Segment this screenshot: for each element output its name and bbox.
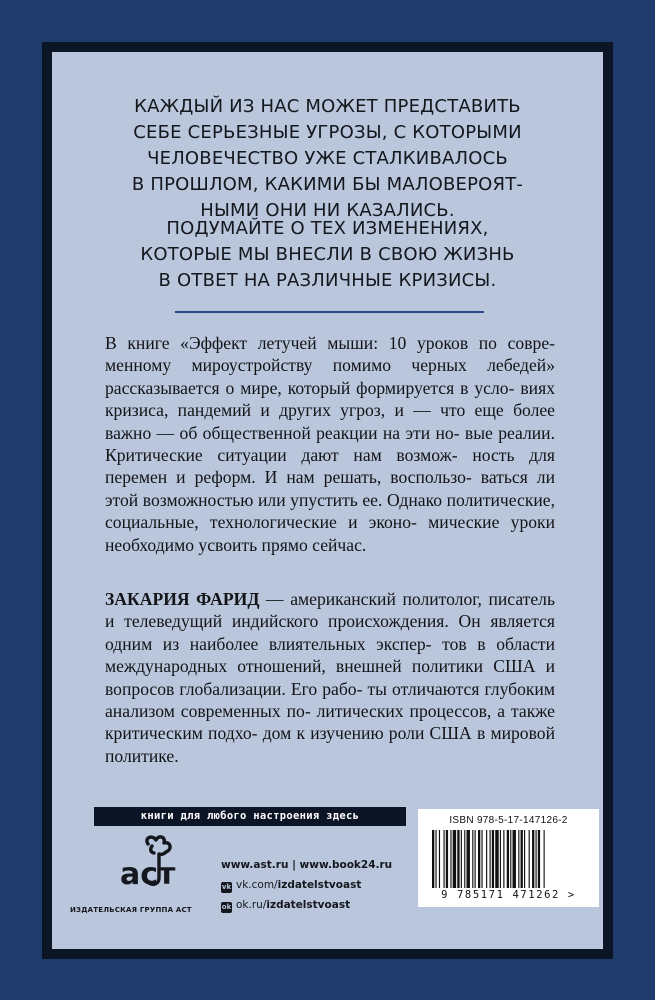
isbn-label: ISBN 978-5-17-147126-2: [449, 815, 568, 826]
barcode-icon: [428, 830, 589, 888]
book-description: В книге «Эффект летучей мыши: 10 уроков по совре- менному мироустройству помимо черных лебедей» рассказывается о мире, который формируется в усло- виях кризиса, пандемий и других угроз, и — что еще более важно — об общественной реакции на эти но- вые реалии. Критические ситуации дают нам возмож- ность для перемен и реформ. И нам решать, воспользо- ваться ли этой возможностью или упустить ее. Однако политические, социальные, технологические и эконо- мические уроки необходимо усвоить прямо сейчас.: [105, 333, 556, 555]
blurb-paragraph-2: ПОДУМАЙТЕ О ТЕХ ИЗМЕНЕНИЯХ, КОТОРЫЕ МЫ ВНЕСЛИ В СВОЮ ЖИЗНЬ В ОТВЕТ НА РАЗЛИЧНЫЕ КРИЗИСЫ.: [140, 218, 515, 291]
vk-link[interactable]: vk vk.com/izdatelstvoast: [221, 879, 362, 891]
blurb-paragraph-1: КАЖДЫЙ ИЗ НАС МОЖЕТ ПРЕДСТАВИТЬ СЕБЕ СЕРЬЕЗНЫЕ УГРОЗЫ, С КОТОРЫМИ ЧЕЛОВЕЧЕСТВО УЖЕ СТАЛКИВАЛОСЬ В ПРОШЛОМ, КАКИМИ БЫ МАЛОВЕРОЯТ- НЫМИ ОНИ НИ КАЗАЛИСЬ.: [131, 96, 524, 221]
ast-logo-icon: [92, 832, 188, 902]
isbn-digits: 9 785171 471262 >: [441, 889, 576, 901]
publisher-websites[interactable]: www.ast.ru | www.book24.ru: [221, 859, 393, 871]
publisher-group-label: ИЗДАТЕЛЬСКАЯ ГРУППА АСТ: [70, 906, 192, 914]
slogan-banner: книги для любого настроения здесь: [94, 807, 406, 826]
author-name: ЗАКАРИЯ ФАРИД: [105, 589, 260, 609]
ast-logo-letters: acт: [120, 857, 176, 892]
vk-icon: vk: [221, 883, 232, 891]
author-bio: ЗАКАРИЯ ФАРИД — американский политолог, писатель и телеведущий индийского происхождения. Он является одним из наиболее влиятельных экспер- тов в области международных отношений, внешней политики США и вопросов глобализации. Его рабо- ты отличаются глубоким анализом современных по- литических процессов, а также критическим подхо- дом к изучению роли США в мировой политике.: [105, 589, 556, 766]
text-panel: [52, 52, 603, 949]
ok-icon: ok: [221, 903, 232, 911]
section-divider: [175, 311, 484, 313]
publisher-links: [221, 855, 392, 915]
ok-link[interactable]: ok ok.ru/izdatelstvoast: [221, 899, 351, 911]
isbn-barcode-box: [418, 809, 599, 907]
